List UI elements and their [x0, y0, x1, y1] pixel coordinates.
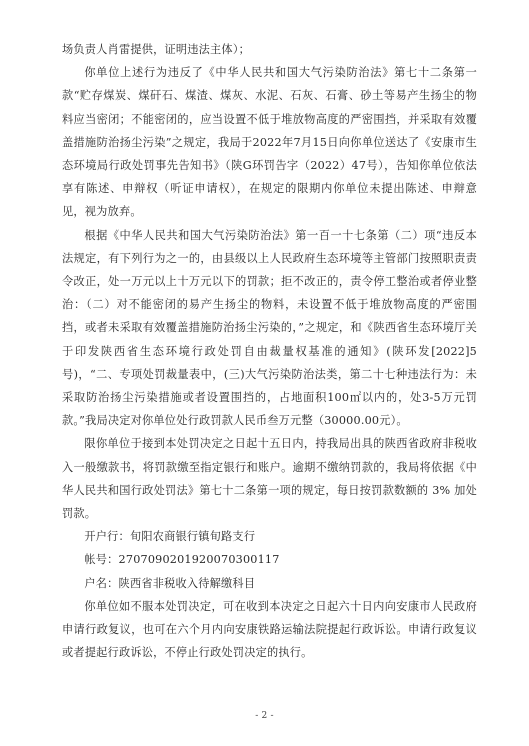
- page-number: - 2 -: [255, 710, 274, 721]
- paragraph-payment-deadline: 限你单位于接到本处罚决定之日起十五日内，持我局出具的陕西省政府非税收入一般缴款书，将罚款缴至指定银行和账户。逾期不缴纳罚款的，我局将依据《中华人民共和国行政处罚法》第七十二条第一项的规定，每日按罚款数额的 3% 加处罚款。: [62, 437, 477, 521]
- paragraph-violation: 你单位上述行为违反了《中华人民共和国大气污染防治法》第七十二条第一款“贮存煤炭、煤矸石、煤渣、煤灰、水泥、石灰、石膏、砂土等易产生扬尘的物料应当密闭；不能密闭的，应当设置不低于堆放物高度的严密围挡，并采取有效覆盖措施防治扬尘污染”之规定，我局于2022年7月15日向你单位送达了《安康市生态环境局行政处罚事先告知书》（陕G环罚告字（2022）47号），告知你单位依法享有陈述、申辩权（听证申请权），在规定的限期内你单位未提出陈述、申辩意见，视为放弃。: [62, 66, 477, 219]
- account-holder-line: 户名：陕西省非税收入待解缴科目: [84, 576, 256, 590]
- paragraph-continuation: 场负责人肖雷提供，证明违法主体）；: [62, 43, 250, 56]
- bank-name-line: 开户行：旬阳农商银行镇旬路支行: [84, 530, 256, 544]
- paragraph-penalty-basis: 根据《中华人民共和国大气污染防治法》第一百一十七条第（二）项“违反本法规定，有下列行为之一的，由县级以上人民政府生态环境等主管部门按照职责责令改正，处一万元以上十万元以下的罚款；拒不改正的，责令停工整治或者停业整治：（二）对不能密闭的易产生扬尘的物料，未设置不低于堆放物高度的严密围挡，或者未采取有效覆盖措施防治扬尘污染的，”之规定，和《陕西省生态环境厅关于印发陕西省生态环境行政处罚自由裁量权基准的通知》(陕环发[2022]5号)，“二、专项处罚裁量表中，(三)大气污染防治法类，第二十七种违法行为：未采取防治扬尘污染措施或者设置围挡的，占地面积100㎡以内的，处3-5万元罚款。”我局决定对你单位处行政罚款人民币叁万元整（30000.00元）。: [62, 228, 477, 428]
- account-number-line: 帐号：2707090201920070300117: [84, 553, 280, 567]
- paragraph-appeal-rights: 你单位如不服本处罚决定，可在收到本决定之日起六十日内向安康市人民政府申请行政复议，也可在六个月内向安康铁路运输法院提起行政诉讼。申请行政复议或者提起行政诉讼，不停止行政处罚决定的执行。: [62, 599, 477, 660]
